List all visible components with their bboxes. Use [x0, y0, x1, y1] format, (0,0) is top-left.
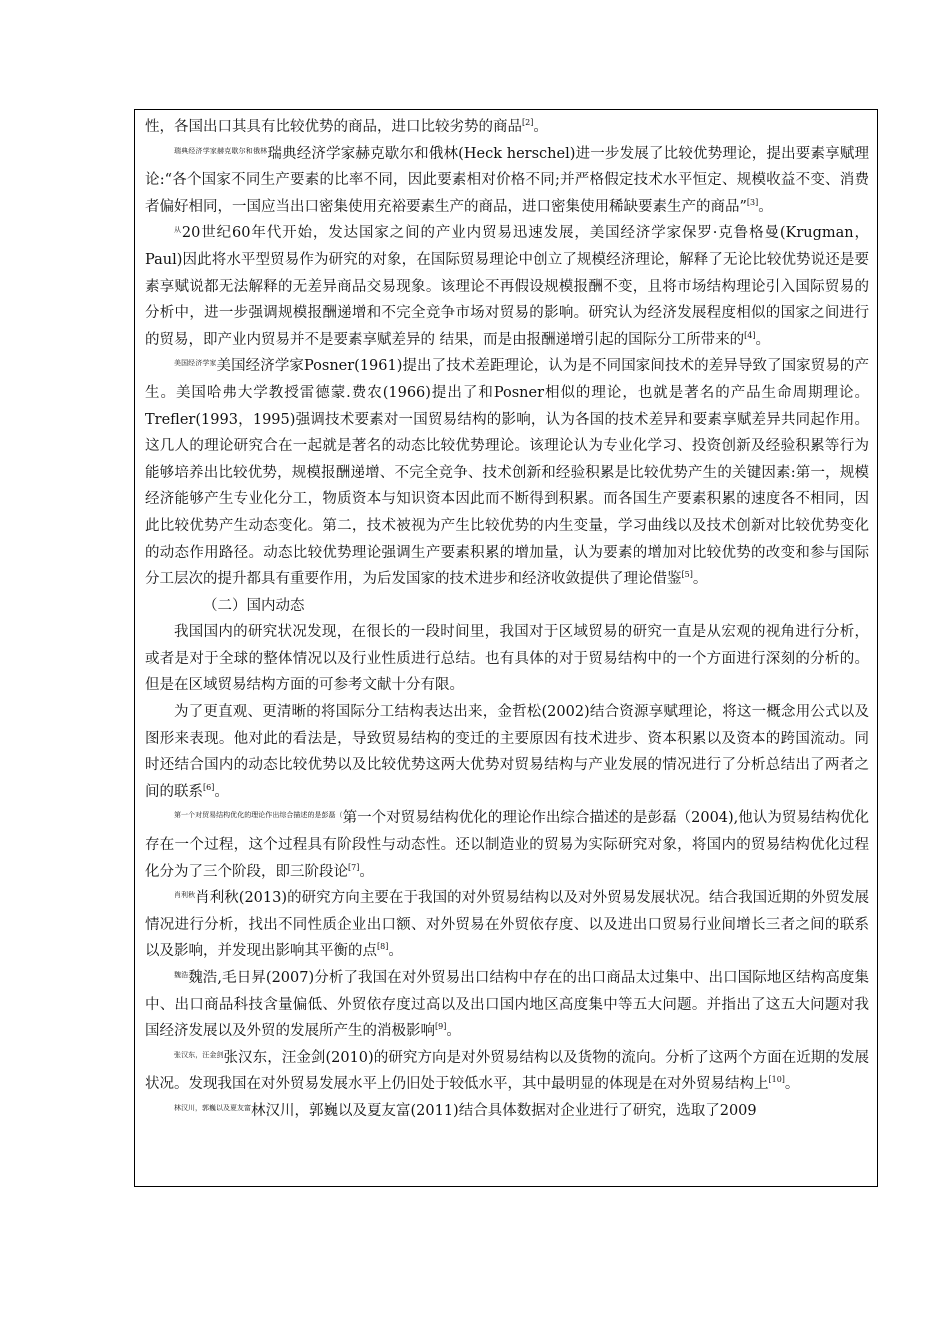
- paragraph-tail: 。: [692, 571, 708, 588]
- paragraph-text: 为了更直观、更清晰的将国际分工结构表达出来，金哲松(2002)结合资源享赋理论，将这一概念用公式以及图形来表现。他对此的看法是，导致贸易结构的变迁的主要原因有技术进步、资本积累以及资本的跨国流动。同时还结合国内的动态比较优势以及比较优势这两大优势对贸易结构与产业发展的情况进行了分析总结出了两者之间的联系: [145, 704, 869, 800]
- document-body: [145, 114, 869, 1125]
- paragraph-7: [145, 805, 869, 885]
- paragraph-11: [145, 1098, 869, 1125]
- margin-note: 从: [174, 226, 182, 235]
- paragraph-tail: 。: [533, 119, 548, 135]
- paragraph-4: [145, 353, 869, 592]
- paragraph-text: 林汉川，郭巍以及夏友富(2011)结合具体数据对企业进行了研究，选取了2009: [251, 1102, 757, 1119]
- paragraph-text: 美国经济学家Posner(1961)提出了技术差距理论，认为是不同国家间技术的差异导致了国家贸易的产生。美国哈弗大学教授雷德蒙.费农(1966)提出了和Posner相似的理论，也就是著名的产品生命周期理论。Trefler(1993，1995)强调技术要素对一国贸易结构的影响，认为各国的技术差异和要素享赋差异共同起作用。这几人的理论研究合在一起就是著名的动态比较优势理论。该理论认为专业化学习、投资创新及经验积累等行为能够培养出比较优势，规模报酬递增、不完全竞争、技术创新和经验积累是比较优势产生的关键因素:第一，规模经济能够产生专业化分工，物质资本与知识资本因此而不断得到积累。而各国生产要素积累的速度各不相同，因此比较优势产生动态变化。第二，技术被视为产生比较优势的内生变量，学习曲线以及技术创新对比较优势变化的动态作用路径。动态比较优势理论强调生产要素积累的增加量，认为要素的增加对比较优势的改变和参与国际分工层次的提升都具有重要作用，为后发国家的技术进步和经济收敛提供了理论借鉴: [145, 358, 870, 588]
- paragraph-2: [145, 141, 869, 221]
- paragraph-text: 第一个对贸易结构优化的理论作出综合描述的是彭磊（2004),他认为贸易结构优化存在一个过程，这个过程具有阶段性与动态性。还以制造业的贸易为实际研究对象，将国内的贸易结构优化过程化分为了三个阶段，即三阶段论: [145, 810, 869, 880]
- margin-note: 魏浩: [174, 971, 189, 979]
- paragraph-3: [145, 220, 869, 353]
- margin-note: 第一个对贸易结构优化的理论作出综合描述的是彭磊（: [174, 811, 343, 820]
- citation-ref: [2]: [522, 118, 534, 127]
- margin-note: 美国经济学家: [174, 359, 217, 368]
- paragraph-tail: 。: [446, 1023, 461, 1040]
- paragraph-text: 性，各国出口其具有比较优势的商品，进口比较劣势的商品: [145, 119, 522, 135]
- paragraph-tail: 。: [388, 943, 403, 960]
- section-heading: （二）国内动态: [203, 597, 305, 614]
- citation-ref: [9]: [435, 1022, 447, 1032]
- paragraph-text: 20世纪60年代开始，发达国家之间的产业内贸易迅速发展，美国经济学家保罗·克鲁格曼(Krugman，Paul)因此将水平型贸易作为研究的对象，在国际贸易理论中创立了规模经济理论，解释了无论比较优势说还是要素享赋说都无法解释的无差异商品交易现象。该理论不再假设规模报酬不变，且将市场结构理论引入国际贸易的分析中，进一步强调规模报酬递增和不完全竞争市场对贸易的影响。研究认为经济发展程度相似的国家之间进行的贸易，即产业内贸易并不是要素享赋差异的 结果，而是由报酬递增引起的国际分工所带来的: [145, 225, 869, 348]
- paragraph-10: [145, 1045, 869, 1098]
- paragraph-1: [145, 114, 869, 141]
- paragraph-text: 肖利秋(2013)的研究方向主要在于我国的对外贸易结构以及对外贸易发展状况。结合我国近期的外贸发展情况进行分析，找出不同性质企业出口额、对外贸易在外贸依存度、以及进出口贸易行业间增长三者之间的联系以及影响，并发现出影响其平衡的点: [145, 890, 870, 960]
- citation-ref: [4]: [744, 330, 756, 340]
- paragraph-6: [145, 699, 869, 805]
- margin-note: 瑞典经济学家赫克歇尔和俄林: [174, 146, 268, 155]
- margin-note: 肖利秋: [174, 891, 196, 900]
- paragraph-9: [145, 965, 869, 1045]
- citation-ref: [5]: [681, 570, 693, 580]
- paragraph-text: 瑞典经济学家赫克歇尔和俄林(Heck herschel)进一步发展了比较优势理论，提出要素享赋理论:“各个国家不同生产要素的比率不同，因此要素相对价格不同;并严格假定技术水平恒定、规模收益不变、消费者偏好相同，一国应当出口密集使用充裕要素生产的商品，进口密集使用稀缺要素生产的商品”: [145, 145, 869, 215]
- paragraph-8: [145, 885, 869, 965]
- paragraph-tail: 。: [784, 1076, 800, 1093]
- paragraph-tail: 。: [214, 783, 229, 800]
- margin-note: 林汉川，郭巍以及夏友富: [174, 1103, 251, 1112]
- citation-ref: [7]: [348, 862, 360, 872]
- citation-ref: [10]: [768, 1075, 785, 1085]
- paragraph-text: 魏浩,毛日昇(2007)分析了我国在对外贸易出口结构中存在的出口商品太过集中、出口国际地区结构高度集中、出口商品科技含量偏低、外贸依存度过高以及出口国内地区高度集中等五大问题。并指出了这五大问题对我国经济发展以及外贸的发展所产生的消极影响: [145, 970, 869, 1040]
- citation-ref: [8]: [377, 942, 389, 952]
- paragraph-text: 我国国内的研究状况发现，在很长的一段时间里，我国对于区域贸易的研究一直是从宏观的视角进行分析，或者是对于全球的整体情况以及行业性质进行总结。也有具体的对于贸易结构中的一个方面进行深刻的分析的。但是在区域贸易结构方面的可参考文献十分有限。: [145, 624, 869, 694]
- citation-ref: [6]: [203, 782, 215, 792]
- paragraph-tail: 。: [755, 331, 770, 348]
- content-frame: [134, 109, 878, 1187]
- paragraph-5: [145, 619, 869, 699]
- citation-ref: [3]: [746, 197, 759, 207]
- paragraph-text: 张汉东，汪金剑(2010)的研究方向是对外贸易结构以及货物的流向。分析了这两个方面在近期的发展状况。发现我国在对外贸易发展水平上仍旧处于较低水平，其中最明显的体现是在对外贸易结构上: [145, 1049, 869, 1093]
- paragraph-tail: 。: [758, 198, 773, 215]
- paragraph-tail: 。: [359, 863, 374, 880]
- margin-note: 张汉东，汪金剑: [174, 1050, 224, 1059]
